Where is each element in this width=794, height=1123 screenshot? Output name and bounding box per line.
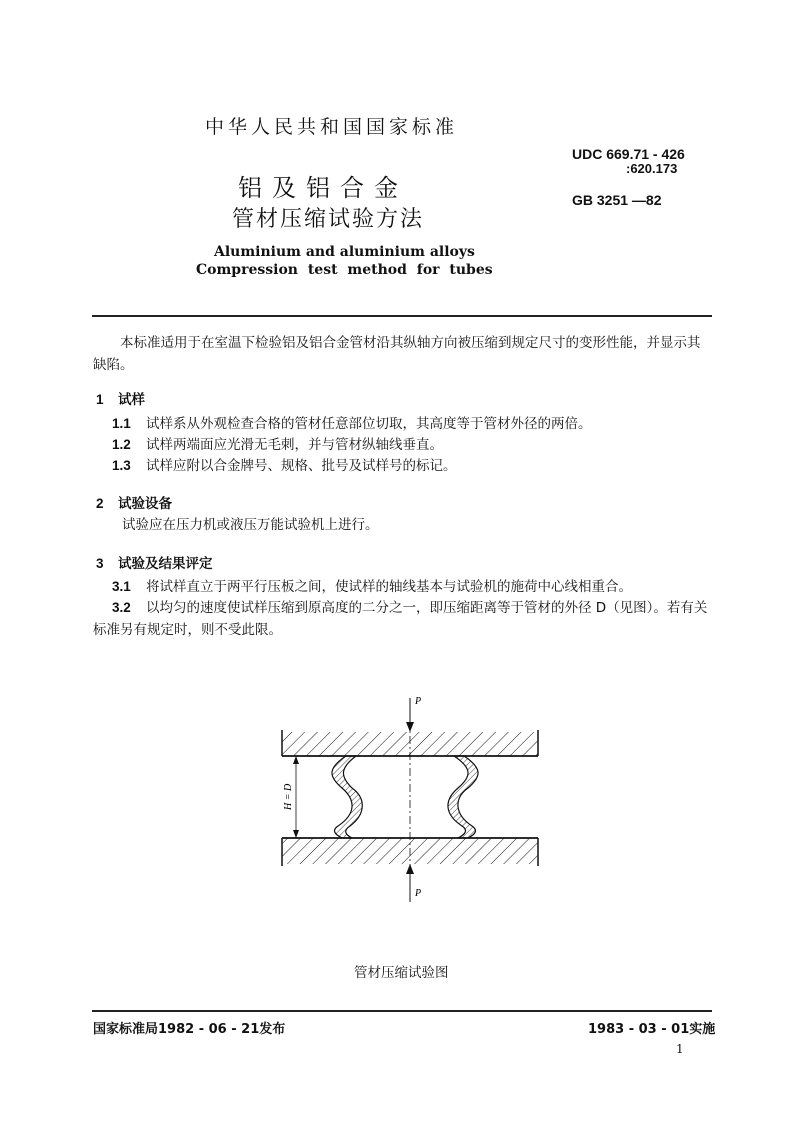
clause-1-1	[112, 413, 712, 435]
load-label-top: P	[415, 696, 422, 707]
issue-date: 国家标准局1982 - 06 - 21发布	[93, 1022, 286, 1037]
clause-text: 试样应附以合金牌号、规格、批号及试样号的标记。	[146, 458, 457, 474]
effective-date: 1983 - 03 - 01实施	[588, 1022, 716, 1037]
clause-number: 3.2	[112, 600, 131, 615]
udc-code-continued: :620.173	[626, 161, 678, 176]
section-1-heading	[96, 388, 145, 408]
footer-rule	[92, 1010, 712, 1012]
udc-code: UDC 669.71 - 426	[572, 146, 685, 162]
load-arrow-bottom	[406, 864, 414, 902]
clause-number: 1.2	[112, 437, 131, 452]
title-cn-line2: 管材压缩试验方法	[232, 207, 425, 232]
section-title: 试验设备	[118, 496, 172, 512]
clause-text: 试样两端面应光滑无毛刺，并与管材纵轴线垂直。	[146, 437, 443, 453]
clause-text: 试样系从外观检查合格的管材任意部位切取，其高度等于管材外径的两倍。	[146, 416, 592, 432]
clause-1-3	[112, 455, 712, 477]
page-number: 1	[676, 1042, 684, 1056]
clause-number: 1.3	[112, 458, 131, 473]
section-2-text: 试验应在压力机或液压万能试验机上进行。	[122, 517, 379, 533]
header-rule	[92, 315, 712, 317]
title-en-line1: Aluminium and aluminium alloys	[214, 244, 475, 260]
gb-number: GB 3251 —82	[572, 192, 662, 208]
load-label-bottom: P	[415, 888, 422, 899]
clause-text: 以均匀的速度使试样压缩到原高度的二分之一，即压缩距离等于管材的外径 D（见图）。若有关标准另有规定时，则不受此限。	[93, 600, 708, 638]
load-arrow-top	[406, 698, 414, 732]
title-cn-line1: 铝及铝合金	[238, 174, 408, 202]
clause-text: 将试样直立于两平行压板之间，使试样的轴线基本与试验机的施荷中心线相重合。	[146, 579, 632, 595]
section-number: 3	[96, 556, 104, 571]
height-label: H = D	[283, 783, 294, 810]
title-en-line2: Compression test method for tubes	[196, 262, 493, 278]
section-title: 试验及结果评定	[118, 556, 213, 572]
clause-number: 1.1	[112, 416, 131, 431]
issuing-body: 中华人民共和国国家标准	[205, 116, 459, 138]
clause-1-2	[112, 434, 712, 456]
compression-test-figure	[270, 690, 550, 910]
tube-wall-left	[332, 756, 362, 838]
clause-3-1	[112, 576, 712, 598]
clause-3-2	[93, 597, 715, 641]
section-number: 2	[96, 496, 104, 511]
section-title: 试样	[118, 392, 145, 408]
intro-paragraph: 本标准适用于在室温下检验铝及铝合金管材沿其纵轴方向被压缩到规定尺寸的变形性能，并显示其缺陷。	[93, 335, 701, 373]
section-2-heading	[96, 492, 172, 512]
figure-caption: 管材压缩试验图	[354, 965, 449, 981]
tube-wall-right	[448, 756, 478, 838]
section-number: 1	[96, 392, 104, 407]
clause-number: 3.1	[112, 579, 131, 594]
section-3-heading	[96, 552, 213, 572]
